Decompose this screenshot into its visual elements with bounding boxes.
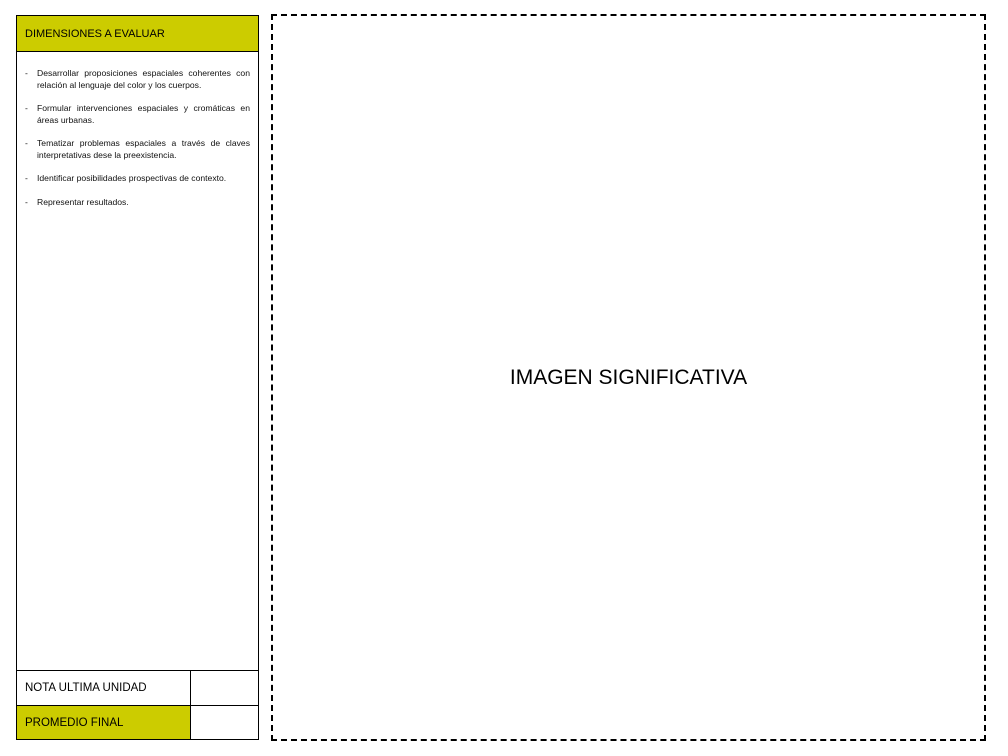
list-item-text: Formular intervenciones espaciales y cromáticas en áreas urbanas.	[37, 103, 250, 125]
dimensions-panel	[16, 15, 259, 740]
list-item-text: Identificar posibilidades prospectivas de contexto.	[37, 173, 227, 183]
list-item-text: Tematizar problemas espaciales a través de claves interpretativas dese la preexistencia.	[37, 138, 250, 160]
list-item	[25, 138, 250, 161]
dimensions-title: DIMENSIONES A EVALUAR	[25, 27, 165, 40]
grades-table	[17, 670, 258, 739]
grade-row-final-average	[17, 705, 258, 739]
list-bullet: -	[25, 173, 28, 183]
dimensions-list	[17, 68, 258, 220]
list-item	[25, 197, 250, 209]
grade-row-last-unit	[17, 671, 258, 705]
list-bullet: -	[25, 103, 28, 113]
list-bullet: -	[25, 196, 28, 207]
list-item	[25, 173, 250, 185]
final-average-label: PROMEDIO FINAL	[17, 706, 191, 739]
list-bullet: -	[25, 68, 28, 78]
image-placeholder[interactable]	[271, 14, 986, 741]
last-unit-label: NOTA ULTIMA UNIDAD	[17, 671, 191, 705]
dimensions-header	[17, 16, 258, 52]
final-average-value-cell[interactable]	[191, 706, 258, 739]
list-item	[25, 68, 250, 91]
image-placeholder-label: IMAGEN SIGNIFICATIVA	[509, 365, 748, 389]
last-unit-value-cell[interactable]	[191, 671, 258, 705]
list-item	[25, 103, 250, 126]
list-item-text: Desarrollar proposiciones espaciales coherentes con relación al lenguaje del color y los cuerpos.	[37, 68, 250, 90]
list-bullet: -	[25, 138, 28, 148]
list-item-text: Representar resultados.	[37, 196, 129, 207]
